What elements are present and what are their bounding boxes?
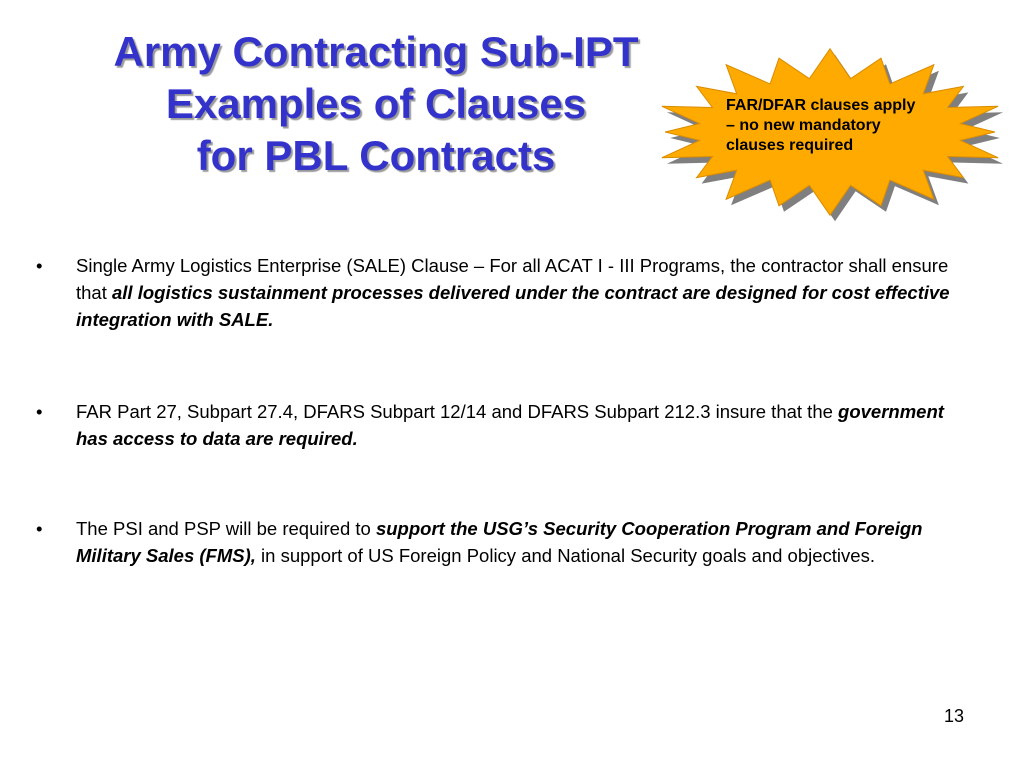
bullet-list: [36, 252, 966, 569]
title-line-1: Army Contracting Sub-IPT: [113, 28, 639, 75]
bullet-emphasis: government has access to data are required.: [76, 401, 944, 449]
bullet-marker: •: [36, 255, 43, 276]
bullet-item: [36, 398, 966, 515]
bullet-text-tail: in support of US Foreign Policy and National Security goals and objectives.: [255, 545, 875, 566]
callout-text: [726, 96, 986, 156]
callout-line-3: clauses required: [726, 137, 854, 154]
callout-starburst: [650, 50, 1020, 220]
page-number: 13: [943, 706, 964, 726]
bullet-text: The PSI and PSP will be required to: [76, 518, 376, 539]
bullet-text: Single Army Logistics Enterprise (SALE) Clause – For all ACAT I - III Programs, the contractor shall ensure that: [76, 255, 949, 303]
bullet-marker: •: [36, 401, 43, 422]
slide-title: [60, 26, 692, 182]
bullet-marker: •: [36, 518, 43, 539]
bullet-text: FAR Part 27, Subpart 27.4, DFARS Subpart 12/14 and DFARS Subpart 212.3 insure that the: [76, 401, 839, 422]
title-line-2: Examples of Clauses: [165, 80, 587, 127]
bullet-emphasis: support the USG’s Security Cooperation Program and Foreign Military Sales (FMS),: [76, 518, 923, 566]
bullet-emphasis: all logistics sustainment processes delivered under the contract are designed for cost effective integration with SALE.: [76, 282, 950, 330]
bullet-item: [36, 252, 966, 398]
callout-line-1: FAR/DFAR clauses apply: [726, 97, 916, 114]
callout-line-2: – no new mandatory: [726, 117, 881, 134]
bullet-item: [36, 515, 966, 569]
title-line-3: for PBL Contracts: [196, 132, 556, 179]
